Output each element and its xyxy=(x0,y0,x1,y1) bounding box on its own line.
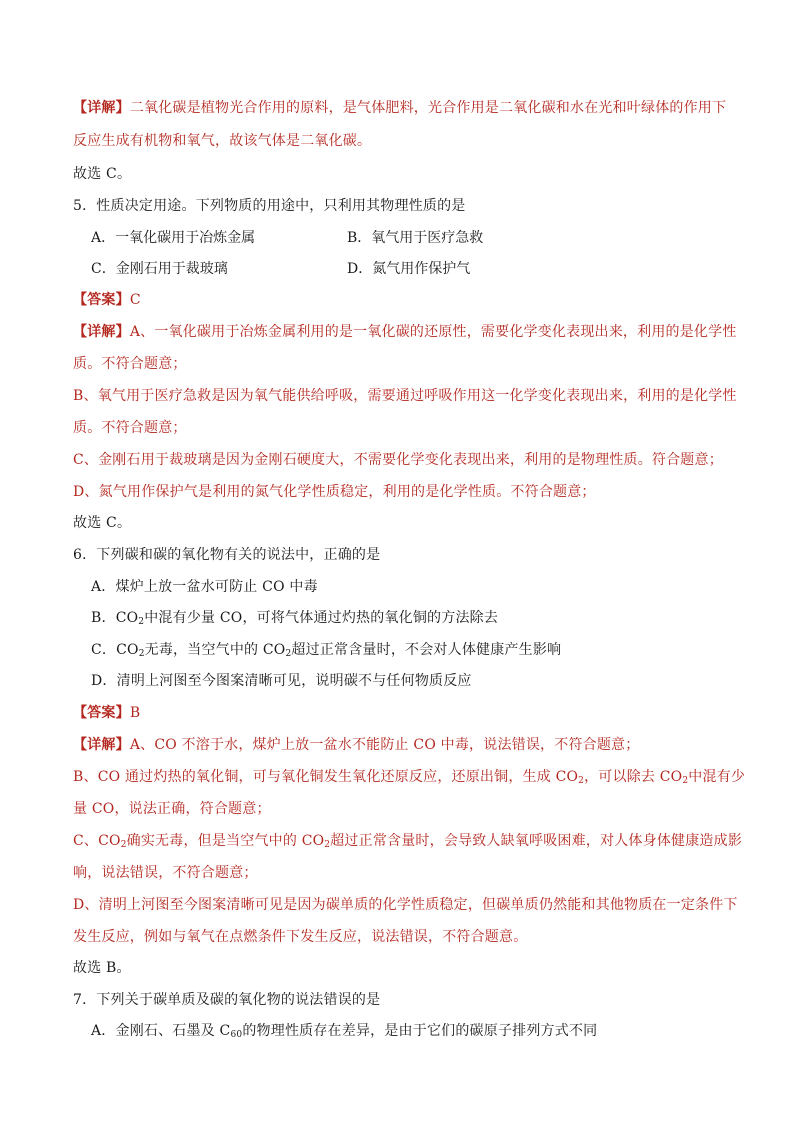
q6-detail-c-line-1: C、$CO_2$确实无毒，但是当空气中的 $CO_2$超过正常含量时，会导致人缺氧呼吸困难，对人体身体健康造成影 xyxy=(73,833,743,850)
q4-detail-line-1: 【详解】二氧化碳是植物光合作用的原料，是气体肥料，光合作用是二氧化碳和水在光和叶绿体的作用下 xyxy=(73,100,727,116)
q6-answer: 【答案】B xyxy=(73,705,141,721)
q5-stem: 5．性质决定用途。下列物质的用途中，只利用其物理性质的是 xyxy=(73,198,466,214)
q5-conclusion: 故选 C。 xyxy=(73,515,132,531)
q5-option-a: A．一氧化碳用于冶炼金属 xyxy=(91,230,256,246)
q6-stem: 6．下列碳和碳的氧化物有关的说法中，正确的是 xyxy=(73,547,381,563)
q5-detail-c-line: C、金刚石用于裁玻璃是因为金刚石硬度大，不需要化学变化表现出来，利用的是物理性质。符合题意； xyxy=(73,452,723,468)
q5-detail-a-line-1: 【详解】A、一氧化碳用于冶炼金属利用的是一氧化碳的还原性，需要化学变化表现出来，利用的是化学性 xyxy=(73,324,737,340)
q5-answer: 【答案】C xyxy=(73,292,141,308)
q6-detail-d-line-2: 发生反应，例如与氧气在点燃条件下发生反应，说法错误，不符合题意。 xyxy=(73,929,528,945)
q5-option-c: C．金刚石用于裁玻璃 xyxy=(91,261,228,277)
q6-option-a: A．煤炉上放一盆水可防止 CO 中毒 xyxy=(91,579,318,595)
detail-tag: 【详解】 xyxy=(73,100,130,116)
q4-conclusion: 故选 C。 xyxy=(73,166,132,182)
q6-conclusion: 故选 B。 xyxy=(73,960,131,976)
q6-detail-c-line-2: 响，说法错误，不符合题意； xyxy=(73,865,258,881)
q7-stem: 7．下列关于碳单质及碳的氧化物的说法错误的是 xyxy=(73,992,381,1008)
q5-option-b: B．氧气用于医疗急救 xyxy=(347,230,484,246)
q6-detail-b-line-1: B、CO 通过灼热的氧化铜，可与氧化铜发生氧化还原反应，还原出铜，生成 $CO_2$，可以除去 $CO_2$中混有少 xyxy=(73,769,746,786)
q6-option-d: D．清明上河图至今图案清晰可见，说明碳不与任何物质反应 xyxy=(91,673,472,689)
q6-option-b: B．$CO_2$中混有少量 CO，可将气体通过灼热的氧化铜的方法除去 xyxy=(91,610,499,627)
q4-detail-line-2: 反应生成有机物和氧气，故该气体是二氧化碳。 xyxy=(73,133,372,149)
q6-detail-d-line-1: D、清明上河图至今图案清晰可见是因为碳单质的化学性质稳定，但碳单质仍然能和其他物质在一定条件下 xyxy=(73,897,738,913)
q5-detail-b-line-2: 质。不符合题意； xyxy=(73,420,187,436)
q5-detail-d-line: D、氮气用作保护气是利用的氮气化学性质稳定，利用的是化学性质。不符合题意； xyxy=(73,484,596,500)
q7-option-a: A．金刚石、石墨及 $C_{60}$的物理性质存在差异，是由于它们的碳原子排列方式不同 xyxy=(91,1023,598,1040)
q5-option-d: D．氮气用作保护气 xyxy=(347,261,471,277)
q5-detail-a-line-2: 质。不符合题意； xyxy=(73,356,187,372)
q5-detail-b-line-1: B、氧气用于医疗急救是因为氧气能供给呼吸，需要通过呼吸作用这一化学变化表现出来，利用的是化学性 xyxy=(73,388,737,404)
q5-options-row-2 xyxy=(91,259,711,279)
q6-detail-b-line-2: 量 CO，说法正确，符合题意； xyxy=(73,801,271,817)
q5-options-row-1 xyxy=(91,228,711,248)
q6-detail-a-line: 【详解】A、CO 不溶于水，煤炉上放一盆水不能防止 CO 中毒，说法错误，不符合题意； xyxy=(73,737,640,753)
q6-option-c: C．$CO_2$无毒，当空气中的 $CO_2$超过正常含量时，不会对人体健康产生影响 xyxy=(91,642,562,659)
